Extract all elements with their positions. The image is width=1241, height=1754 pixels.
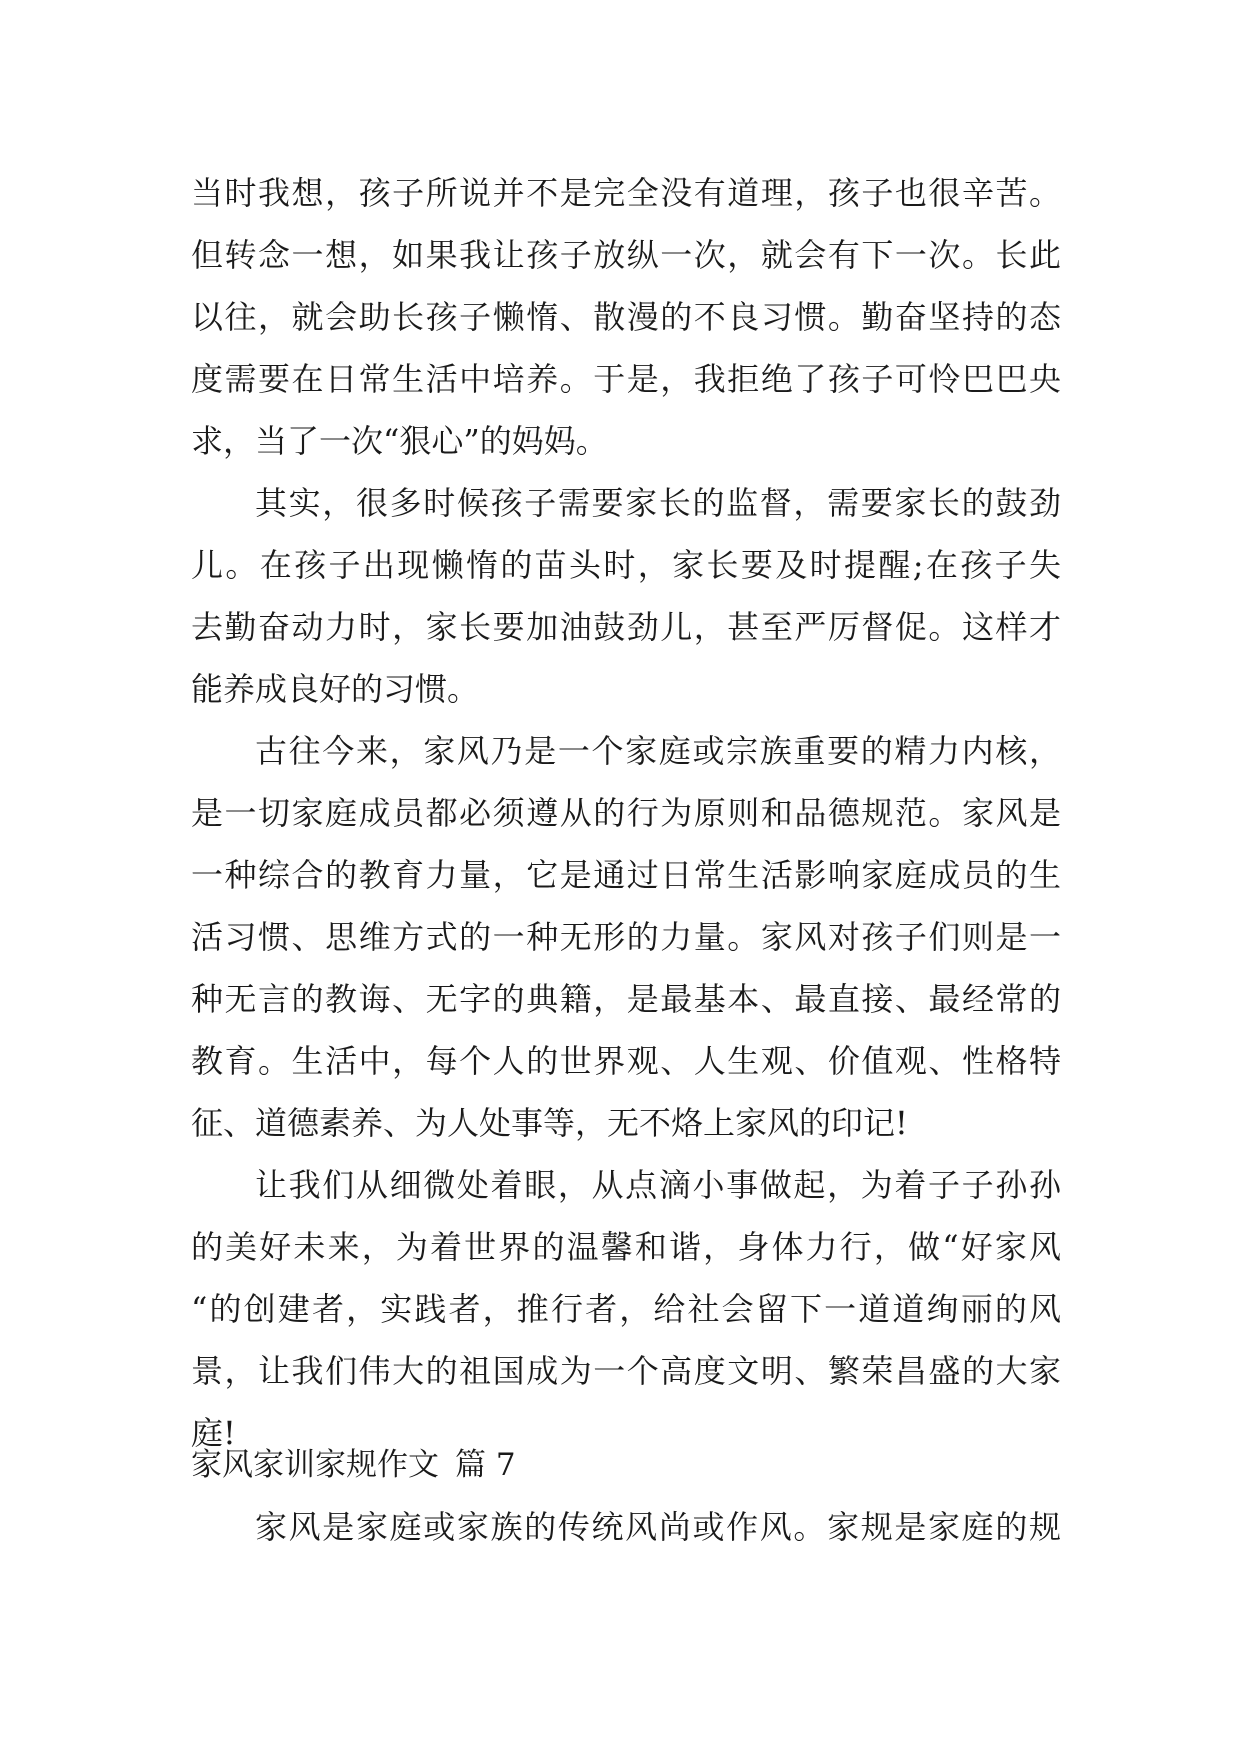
text-line: 的美好未来，为着世界的温馨和谐，身体力行，做“好家风: [191, 1228, 1061, 1266]
text-line: 一种综合的教育力量，它是通过日常生活影响家庭成员的生: [191, 856, 1061, 894]
text-line: 古往今来，家风乃是一个家庭或宗族重要的精力内核，: [255, 732, 1061, 770]
section-heading: [191, 1434, 516, 1496]
text-line: 去勤奋动力时，家长要加油鼓劲儿，甚至严厉督促。这样才: [191, 608, 1061, 646]
text-line: 是一切家庭成员都必须遵从的行为原则和品德规范。家风是: [191, 794, 1061, 832]
text-line: 其实，很多时候孩子需要家长的监督，需要家长的鼓劲: [255, 484, 1061, 522]
text-line: 家风是家庭或家族的传统风尚或作风。家规是家庭的规: [255, 1508, 1061, 1546]
text-line: 征、道德素养、为人处事等，无不烙上家风的印记!: [191, 1104, 908, 1142]
text-line: 教育。生活中，每个人的世界观、人生观、价值观、性格特: [191, 1042, 1061, 1080]
text-line: 活习惯、思维方式的一种无形的力量。家风对孩子们则是一: [191, 918, 1061, 956]
text-line: 庭!: [191, 1414, 236, 1452]
text-line: “的创建者，实践者，推行者，给社会留下一道道绚丽的风: [191, 1290, 1061, 1328]
text-line: 种无言的教诲、无字的典籍，是最基本、最直接、最经常的: [191, 980, 1061, 1018]
text-line: 度需要在日常生活中培养。于是，我拒绝了孩子可怜巴巴央: [191, 360, 1061, 398]
text-line: 能养成良好的习惯。: [191, 670, 480, 708]
text-line: 让我们从细微处着眼，从点滴小事做起，为着子子孙孙: [255, 1166, 1061, 1204]
section-number: 篇 7: [455, 1447, 516, 1483]
text-line: 景，让我们伟大的祖国成为一个高度文明、繁荣昌盛的大家: [191, 1352, 1061, 1390]
section-title: 家风家训家规作文: [191, 1447, 439, 1483]
section-body-text: [191, 1496, 1061, 1558]
body-text: [191, 162, 1061, 1464]
text-line: 以往，就会助长孩子懒惰、散漫的不良习惯。勤奋坚持的态: [191, 298, 1061, 336]
text-line: 求，当了一次“狠心”的妈妈。: [191, 422, 608, 460]
text-line: 但转念一想，如果我让孩子放纵一次，就会有下一次。长此: [191, 236, 1061, 274]
text-line: 儿。在孩子出现懒惰的苗头时，家长要及时提醒;在孩子失: [191, 546, 1061, 584]
text-line: 当时我想，孩子所说并不是完全没有道理，孩子也很辛苦。: [191, 174, 1061, 212]
